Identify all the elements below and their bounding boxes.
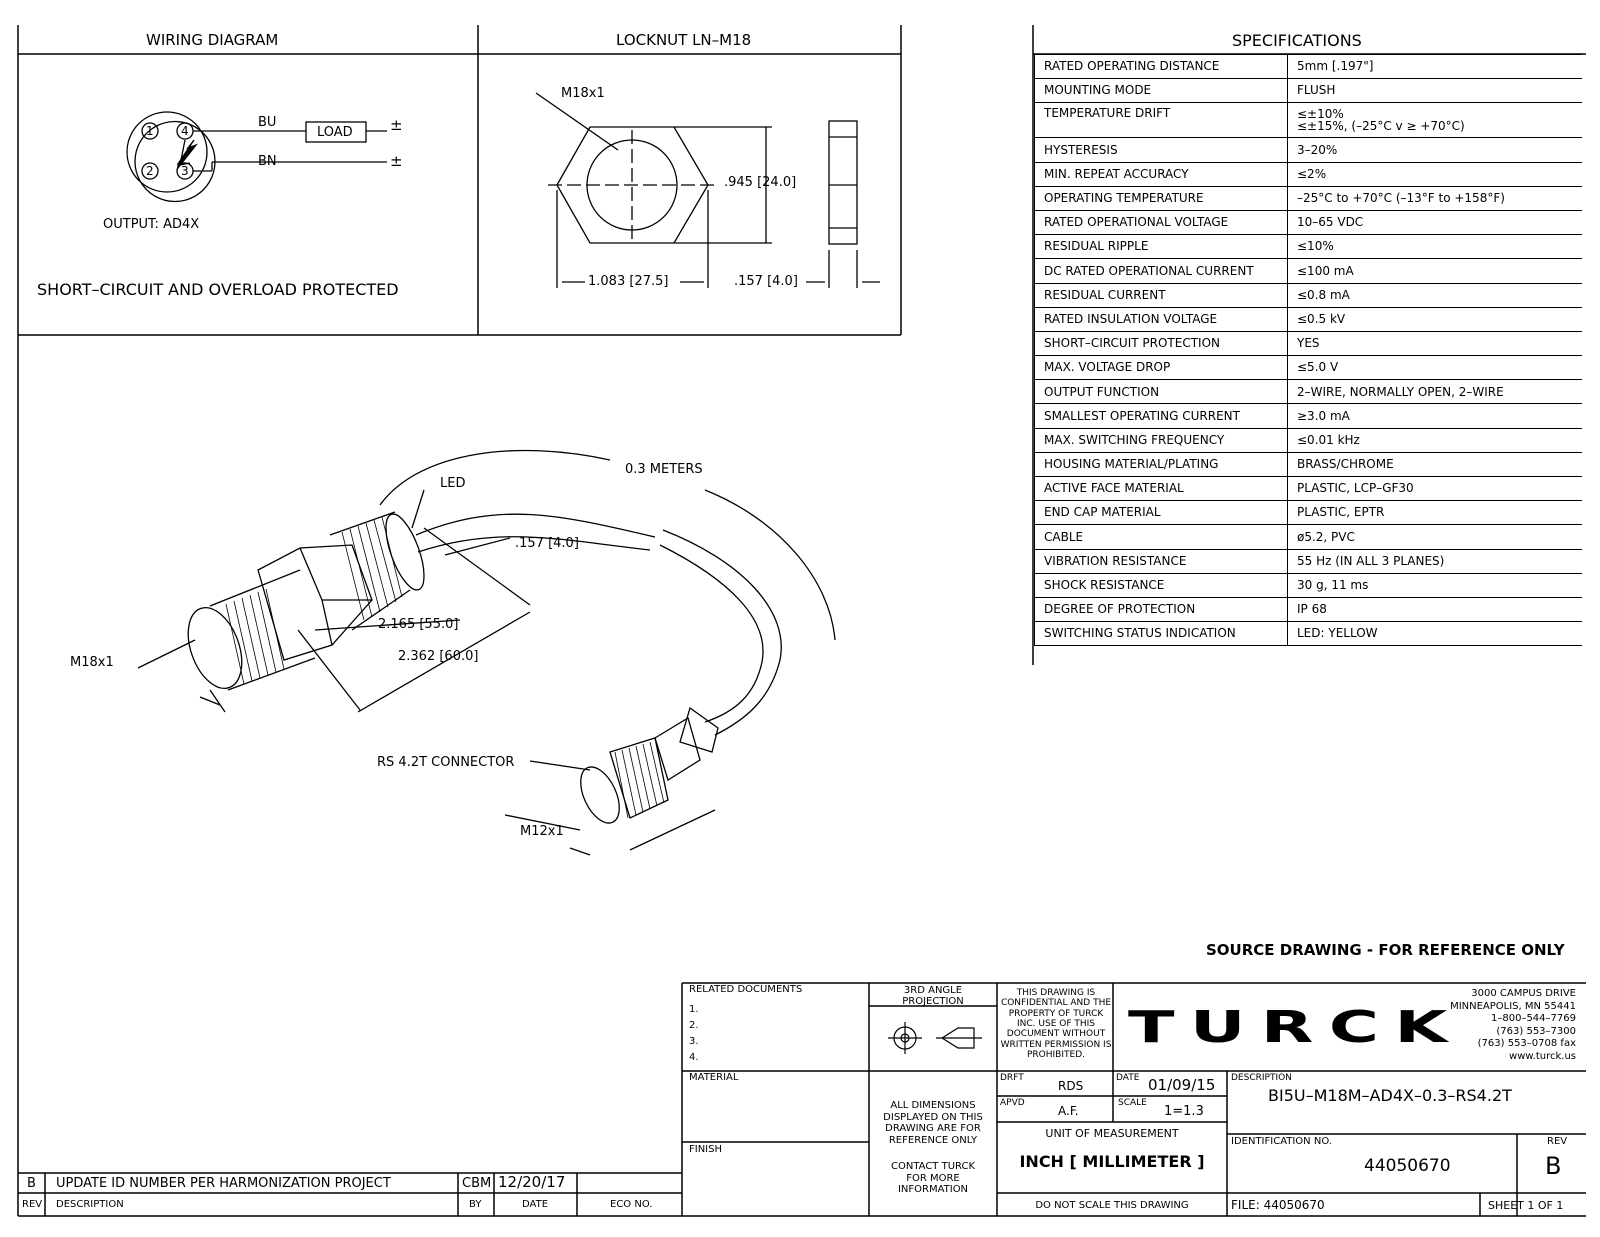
related-doc-2: 2. xyxy=(689,1020,699,1031)
spec-value: 10–65 VDC xyxy=(1288,210,1583,234)
spec-value: FLUSH xyxy=(1288,79,1583,103)
spec-row xyxy=(1035,549,1583,573)
unit-label: UNIT OF MEASUREMENT xyxy=(1045,1127,1179,1140)
unit-value: INCH [ MILLIMETER ] xyxy=(1019,1152,1205,1171)
spec-value: 3–20% xyxy=(1288,138,1583,162)
no-scale-notice: DO NOT SCALE THIS DRAWING xyxy=(1035,1200,1189,1211)
sensor-drawing xyxy=(138,450,835,855)
spec-row xyxy=(1035,210,1583,234)
dimension-notice: ALL DIMENSIONS DISPLAYED ON THIS DRAWING ARE FOR REFERENCE ONLY xyxy=(883,1100,983,1146)
spec-name: MIN. REPEAT ACCURACY xyxy=(1035,162,1288,186)
related-doc-4: 4. xyxy=(689,1052,699,1063)
header-description: DESCRIPTION xyxy=(56,1199,124,1210)
spec-row xyxy=(1035,525,1583,549)
spec-name: OUTPUT FUNCTION xyxy=(1035,380,1288,404)
header-date: DATE xyxy=(522,1199,549,1210)
projection-label: 3RD ANGLE PROJECTION xyxy=(902,985,964,1007)
spec-value: IP 68 xyxy=(1288,597,1583,621)
pin-2-label: 2 xyxy=(146,164,154,178)
spec-value-line: ≤±10% xyxy=(1297,106,1344,121)
spec-value-line: ≤±15%, (–25°C v ≥ +70°C) xyxy=(1297,119,1465,134)
drafter-value: RDS xyxy=(1058,1079,1084,1093)
pin-3-label: 3 xyxy=(181,164,189,178)
spec-row xyxy=(1035,573,1583,597)
specifications-table xyxy=(1034,54,1582,646)
spec-row xyxy=(1035,162,1583,186)
header-rev: REV xyxy=(22,1199,43,1210)
spec-value: LED: YELLOW xyxy=(1288,622,1583,646)
spec-row xyxy=(1035,103,1583,138)
description-label: DESCRIPTION xyxy=(1231,1073,1292,1083)
spec-value: 5mm [.197"] xyxy=(1288,55,1583,79)
spec-value: PLASTIC, LCP–GF30 xyxy=(1288,477,1583,501)
spec-value: ø5.2, PVC xyxy=(1288,525,1583,549)
spec-row xyxy=(1035,307,1583,331)
rev-label: REV xyxy=(1547,1136,1568,1147)
spec-name: OPERATING TEMPERATURE xyxy=(1035,186,1288,210)
spec-row xyxy=(1035,259,1583,283)
specifications-title: SPECIFICATIONS xyxy=(1232,31,1362,50)
material-label: MATERIAL xyxy=(689,1072,739,1083)
spec-row xyxy=(1035,597,1583,621)
scale-label: SCALE xyxy=(1118,1098,1147,1108)
pin-4-label: 4 xyxy=(181,124,189,138)
related-documents-label: RELATED DOCUMENTS xyxy=(689,984,803,995)
drft-label: DRFT xyxy=(1000,1073,1024,1083)
cable-length-label: 0.3 METERS xyxy=(625,462,703,477)
spec-row xyxy=(1035,477,1583,501)
spec-value: ≤0.01 kHz xyxy=(1288,428,1583,452)
spec-value: ≤2% xyxy=(1288,162,1583,186)
spec-name: RATED INSULATION VOLTAGE xyxy=(1035,307,1288,331)
spec-name: SHOCK RESISTANCE xyxy=(1035,573,1288,597)
spec-row xyxy=(1035,452,1583,476)
spec-value xyxy=(1288,103,1583,138)
spec-value: –25°C to +70°C (–13°F to +158°F) xyxy=(1288,186,1583,210)
sheet-number: SHEET 1 OF 1 xyxy=(1488,1199,1564,1212)
spec-row xyxy=(1035,356,1583,380)
spec-name: SHORT–CIRCUIT PROTECTION xyxy=(1035,331,1288,355)
spec-row xyxy=(1035,622,1583,646)
spec-name: DC RATED OPERATIONAL CURRENT xyxy=(1035,259,1288,283)
spec-row xyxy=(1035,138,1583,162)
spec-name: HOUSING MATERIAL/PLATING xyxy=(1035,452,1288,476)
spec-value: ≤10% xyxy=(1288,235,1583,259)
spec-name: MOUNTING MODE xyxy=(1035,79,1288,103)
spec-name: END CAP MATERIAL xyxy=(1035,501,1288,525)
scale-value: 1=1.3 xyxy=(1164,1104,1204,1119)
spec-name: RESIDUAL CURRENT xyxy=(1035,283,1288,307)
spec-value: ≤100 mA xyxy=(1288,259,1583,283)
spec-row xyxy=(1035,404,1583,428)
revision-description: UPDATE ID NUMBER PER HARMONIZATION PROJECT xyxy=(56,1176,391,1191)
spec-row xyxy=(1035,235,1583,259)
spec-name: RATED OPERATIONAL VOLTAGE xyxy=(1035,210,1288,234)
spec-name: DEGREE OF PROTECTION xyxy=(1035,597,1288,621)
spec-row xyxy=(1035,186,1583,210)
spec-name: RESIDUAL RIPPLE xyxy=(1035,235,1288,259)
spec-name: SWITCHING STATUS INDICATION xyxy=(1035,622,1288,646)
spec-name: HYSTERESIS xyxy=(1035,138,1288,162)
spec-value: 2–WIRE, NORMALLY OPEN, 2–WIRE xyxy=(1288,380,1583,404)
spec-name: RATED OPERATING DISTANCE xyxy=(1035,55,1288,79)
revision-rev: B xyxy=(27,1176,36,1191)
pin-1-label: 1 xyxy=(146,124,154,138)
spec-name: MAX. VOLTAGE DROP xyxy=(1035,356,1288,380)
spec-value: YES xyxy=(1288,331,1583,355)
plus-minus-1: ± xyxy=(390,116,403,134)
spec-value: ≤5.0 V xyxy=(1288,356,1583,380)
spec-name: TEMPERATURE DRIFT xyxy=(1035,103,1288,138)
revision-date: 12/20/17 xyxy=(498,1173,566,1191)
m18-thread-label: M18x1 xyxy=(70,655,114,670)
spec-row xyxy=(1035,380,1583,404)
dim-2165-label: 2.165 [55.0] xyxy=(378,617,459,632)
output-label: OUTPUT: AD4X xyxy=(103,217,200,232)
contact-notice: CONTACT TURCK FOR MORE INFORMATION xyxy=(890,1161,976,1195)
locknut-thread: M18x1 xyxy=(561,86,605,101)
spec-value: ≤0.5 kV xyxy=(1288,307,1583,331)
connector-face xyxy=(127,112,207,192)
finish-label: FINISH xyxy=(689,1144,722,1155)
connector-label: RS 4.2T CONNECTOR xyxy=(377,755,515,770)
spec-name: SMALLEST OPERATING CURRENT xyxy=(1035,404,1288,428)
related-doc-1: 1. xyxy=(689,1004,699,1015)
spec-value: ≥3.0 mA xyxy=(1288,404,1583,428)
spec-name: VIBRATION RESISTANCE xyxy=(1035,549,1288,573)
spec-value: BRASS/CHROME xyxy=(1288,452,1583,476)
spec-value: ≤0.8 mA xyxy=(1288,283,1583,307)
projection-symbol xyxy=(888,1022,982,1054)
related-doc-3: 3. xyxy=(689,1036,699,1047)
spec-row xyxy=(1035,331,1583,355)
turck-logo: TURCK xyxy=(1128,1002,1463,1053)
spec-name: ACTIVE FACE MATERIAL xyxy=(1035,477,1288,501)
spec-row xyxy=(1035,428,1583,452)
reference-note: SOURCE DRAWING - FOR REFERENCE ONLY xyxy=(1206,941,1565,959)
header-by: BY xyxy=(469,1199,482,1210)
locknut-drawing xyxy=(536,93,880,288)
wiring-title: WIRING DIAGRAM xyxy=(146,31,279,49)
locknut-height-dim: .945 [24.0] xyxy=(724,175,797,190)
plus-minus-2: ± xyxy=(390,152,403,170)
header-eco: ECO NO. xyxy=(610,1199,653,1210)
spec-value: 55 Hz (IN ALL 3 PLANES) xyxy=(1288,549,1583,573)
dim-157-label: .157 [4.0] xyxy=(515,536,579,551)
locknut-width-dim: 1.083 [27.5] xyxy=(588,274,669,289)
spec-value: 30 g, 11 ms xyxy=(1288,573,1583,597)
spec-row xyxy=(1035,79,1583,103)
rev-value: B xyxy=(1545,1152,1562,1180)
identification-number: 44050670 xyxy=(1364,1156,1451,1176)
spec-row xyxy=(1035,283,1583,307)
led-label: LED xyxy=(440,476,466,491)
locknut-title: LOCKNUT LN–M18 xyxy=(616,31,752,49)
spec-row xyxy=(1035,501,1583,525)
m12-thread-label: M12x1 xyxy=(520,824,564,839)
file-name: FILE: 44050670 xyxy=(1231,1198,1325,1212)
dim-2362-label: 2.362 [60.0] xyxy=(398,649,479,664)
part-description: BI5U–M18M–AD4X–0.3–RS4.2T xyxy=(1268,1086,1512,1105)
spec-name: MAX. SWITCHING FREQUENCY xyxy=(1035,428,1288,452)
wire-bu-label: BU xyxy=(258,115,277,130)
locknut-thickness-dim: .157 [4.0] xyxy=(734,274,798,289)
confidential-notice: THIS DRAWING IS CONFIDENTIAL AND THE PROPERTY OF TURCK INC. USE OF THIS DOCUMENT WITHOUT WRITTEN PERMISSION IS PROHIBITED. xyxy=(1000,988,1112,1061)
approver-value: A.F. xyxy=(1058,1104,1079,1118)
revision-by: CBM xyxy=(462,1176,492,1191)
date-value: 01/09/15 xyxy=(1148,1076,1216,1094)
company-address: 3000 CAMPUS DRIVE MINNEAPOLIS, MN 55441 1–800–544–7769 (763) 553–7300 (763) 553–0708 fax www.turck.us xyxy=(1450,988,1576,1062)
apvd-label: APVD xyxy=(1000,1098,1025,1108)
identification-label: IDENTIFICATION NO. xyxy=(1231,1136,1332,1147)
wire-bn-label: BN xyxy=(258,154,277,169)
date-label: DATE xyxy=(1116,1073,1140,1083)
load-label: LOAD xyxy=(317,125,353,140)
protection-label: SHORT–CIRCUIT AND OVERLOAD PROTECTED xyxy=(37,280,399,299)
spec-row xyxy=(1035,55,1583,79)
spec-name: CABLE xyxy=(1035,525,1288,549)
spec-value: PLASTIC, EPTR xyxy=(1288,501,1583,525)
